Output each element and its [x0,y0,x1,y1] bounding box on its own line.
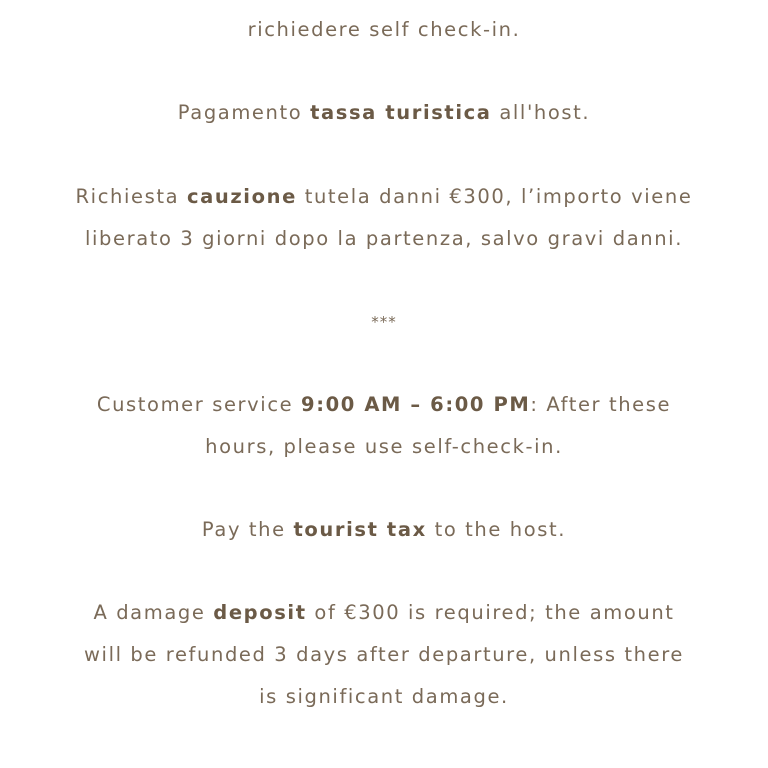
it-deposit-line-2: liberato 3 giorni dopo la partenza, salvo gravi danni. [85,227,683,250]
en-deposit-line-1 [0,592,768,634]
en-deposit-pre: A damage [93,601,214,624]
it-checkin-text [0,9,768,51]
en-service-hours: 9:00 AM – 6:00 PM [301,393,531,416]
en-deposit-line-2: will be refunded 3 days after departure, unless there [84,643,684,666]
en-service-line-2: hours, please use self-check-in. [205,435,563,458]
en-tax-pre: Pay the [201,518,294,541]
en-service-post: : After these [530,393,672,416]
it-tax-bold: tassa turistica [310,101,492,124]
it-checkin-line: richiedere self check-in. [247,18,521,41]
en-deposit-post: of €300 is required; the amount [306,601,675,624]
it-deposit-bold: cauzione [186,185,297,208]
en-deposit-text [0,592,768,718]
it-deposit-text [0,176,768,260]
en-tax-text [0,509,768,551]
it-deposit-pre: Richiesta [75,185,187,208]
en-service-pre: Customer service [96,393,302,416]
it-deposit-line-1 [0,176,768,218]
en-tax-bold: tourist tax [293,518,427,541]
en-deposit-bold: deposit [213,601,307,624]
it-tax-text [0,92,768,134]
it-tax-line [0,92,768,134]
it-tax-post: all'host. [491,101,591,124]
en-service-line-1 [0,384,768,426]
it-deposit-post: tutela danni €300, l’importo viene [296,185,693,208]
en-tax-post: to the host. [426,518,567,541]
en-tax-line [0,509,768,551]
it-tax-pre: Pagamento [177,101,311,124]
en-deposit-line-3: is significant damage. [259,685,509,708]
en-service-text [0,384,768,468]
section-separator: *** [371,313,397,331]
